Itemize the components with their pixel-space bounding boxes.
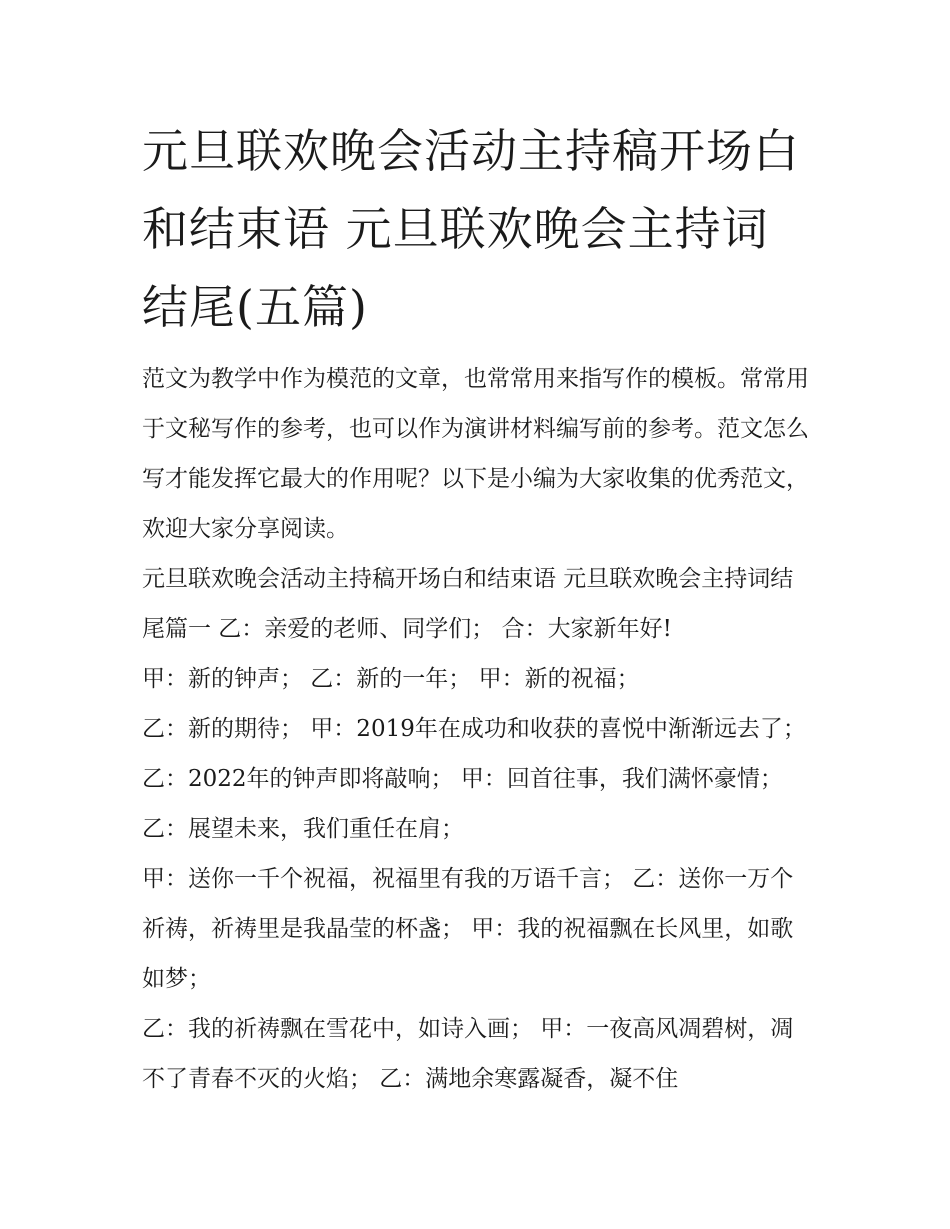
paragraph: 元旦联欢晚会活动主持稿开场白和结束语 元旦联欢晚会主持词结尾篇一 乙：亲爱的老师、同学们； 合：大家新年好! — [142, 566, 794, 642]
paragraph: 甲：新的钟声； 乙：新的一年； 甲：新的祝福； — [142, 666, 640, 692]
document-page — [142, 112, 814, 1104]
paragraph-intro: 范文为教学中作为模范的文章，也常常用来指写作的模板。常常用于文秘写作的参考，也可以作为演讲材料编写前的参考。范文怎么写才能发挥它最大的作用呢？以下是小编为大家收集的优秀范文，欢迎大家分享阅读。 — [142, 366, 809, 542]
paragraph: 乙：我的祈祷飘在雪花中，如诗入画； 甲：一夜高风凋碧树，凋不了青春不灭的火焰； 乙：满地余寒露凝香，凝不住 — [142, 1016, 794, 1092]
document-title: 元旦联欢晚会活动主持稿开场白和结束语 元旦联欢晚会主持词结尾(五篇) — [142, 124, 800, 334]
paragraph: 乙：新的期待； 甲：2019年在成功和收获的喜悦中渐渐远去了； 乙：2022年的钟声即将敲响； 甲：回首往事，我们满怀豪情； 乙：展望未来，我们重任在肩； — [142, 716, 806, 842]
paragraph: 甲：送你一千个祝福，祝福里有我的万语千言； 乙：送你一万个祈祷，祈祷里是我晶莹的杯盏； 甲：我的祝福飘在长风里，如歌如梦； — [142, 866, 794, 992]
